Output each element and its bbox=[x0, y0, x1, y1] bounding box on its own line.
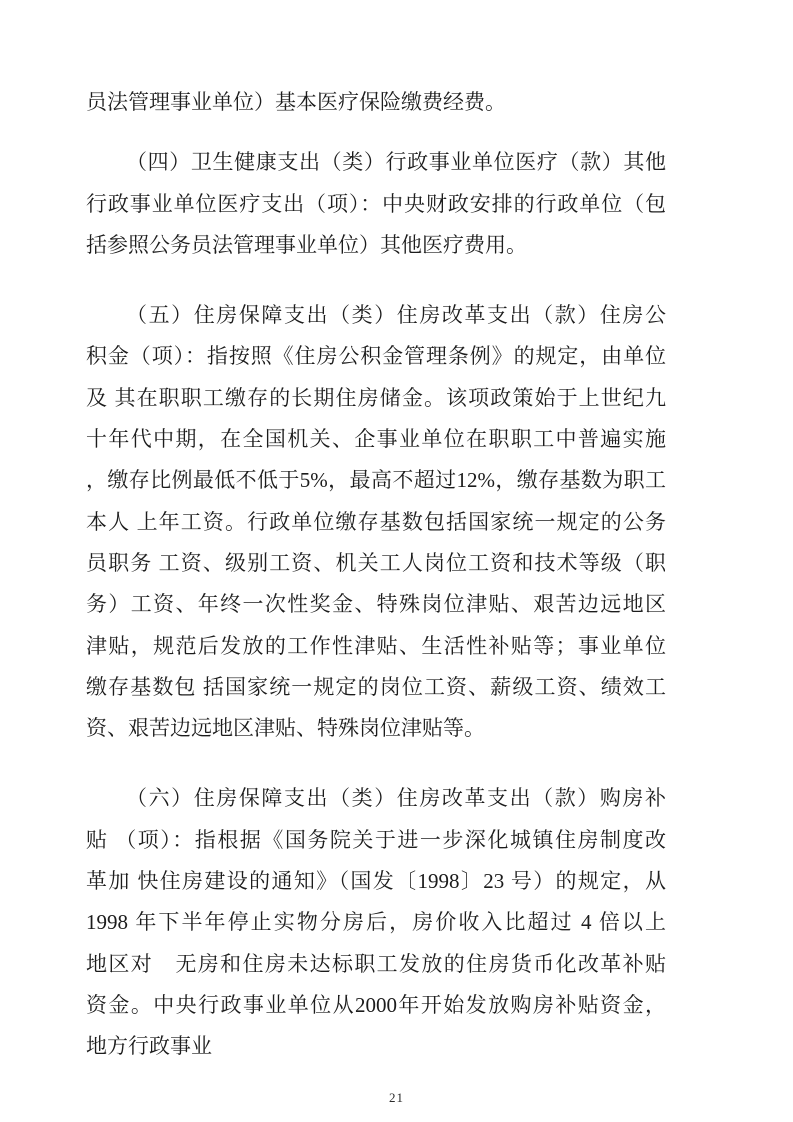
text-line: （五）住房保障支出（类）住房改革支出（款）住房公 bbox=[126, 303, 666, 328]
text-line: 1998 年下半年停止实物分房后，房价收入比超过 4 倍以上 bbox=[86, 910, 666, 935]
text-line: 革加 快住房建设的通知》（国发〔1998〕23 号）的规定，从 bbox=[86, 869, 666, 894]
text-line: 积金（项）：指按照《住房公积金管理条例》的规定，由单位 bbox=[86, 344, 666, 369]
text-line: 津贴，规范后发放的工作性津贴、生活性补贴等；事业单位 bbox=[86, 633, 666, 658]
text-line: 缴存基数包 括国家统一规定的岗位工资、薪级工资、绩效工 bbox=[86, 674, 666, 699]
text-line: （四）卫生健康支出（类）行政事业单位医疗（款）其他 bbox=[126, 150, 666, 175]
text-line: 资金。中央行政事业单位从2000年开始发放购房补贴资金， bbox=[86, 992, 666, 1017]
text-line: 行政事业单位医疗支出（项）：中央财政安排的行政单位（包 bbox=[86, 191, 666, 216]
text-line: 员法管理事业单位）基本医疗保险缴费经费。 bbox=[86, 90, 506, 114]
text-line: 资、艰苦边远地区津贴、特殊岗位津贴等。 bbox=[86, 716, 485, 741]
paragraph bbox=[86, 295, 666, 749]
text-line: ，缴存比例最低不低于5%，最高不超过12%，缴存基数为职工 bbox=[86, 468, 666, 493]
text-line: 及 其在职职工缴存的长期住房储金。该项政策始于上世纪九 bbox=[86, 385, 666, 410]
text-line: 本人 上年工资。行政单位缴存基数包括国家统一规定的公务 bbox=[86, 509, 666, 534]
paragraph bbox=[86, 142, 666, 266]
text-line: 十年代中期，在全国机关、企事业单位在职职工中普遍实施 bbox=[86, 427, 666, 452]
document-body bbox=[86, 82, 666, 1068]
text-line: 务）工资、年终一次性奖金、特殊岗位津贴、艰苦边远地区 bbox=[86, 592, 666, 617]
text-line: 地区对 无房和住房未达标职工发放的住房货币化改革补贴 bbox=[86, 951, 666, 976]
page-number: 21 bbox=[389, 1090, 404, 1105]
text-line: 括参照公务员法管理事业单位）其他医疗费用。 bbox=[86, 232, 527, 257]
text-line: 贴 （项）：指根据《国务院关于进一步深化城镇住房制度改 bbox=[86, 827, 666, 852]
paragraph bbox=[86, 778, 666, 1067]
paragraph bbox=[86, 82, 666, 123]
text-line: 地方行政事业 bbox=[86, 1034, 212, 1059]
text-line: （六）住房保障支出（类）住房改革支出（款）购房补 bbox=[126, 786, 666, 811]
text-line: 员职务 工资、级别工资、机关工人岗位工资和技术等级（职 bbox=[86, 550, 666, 575]
